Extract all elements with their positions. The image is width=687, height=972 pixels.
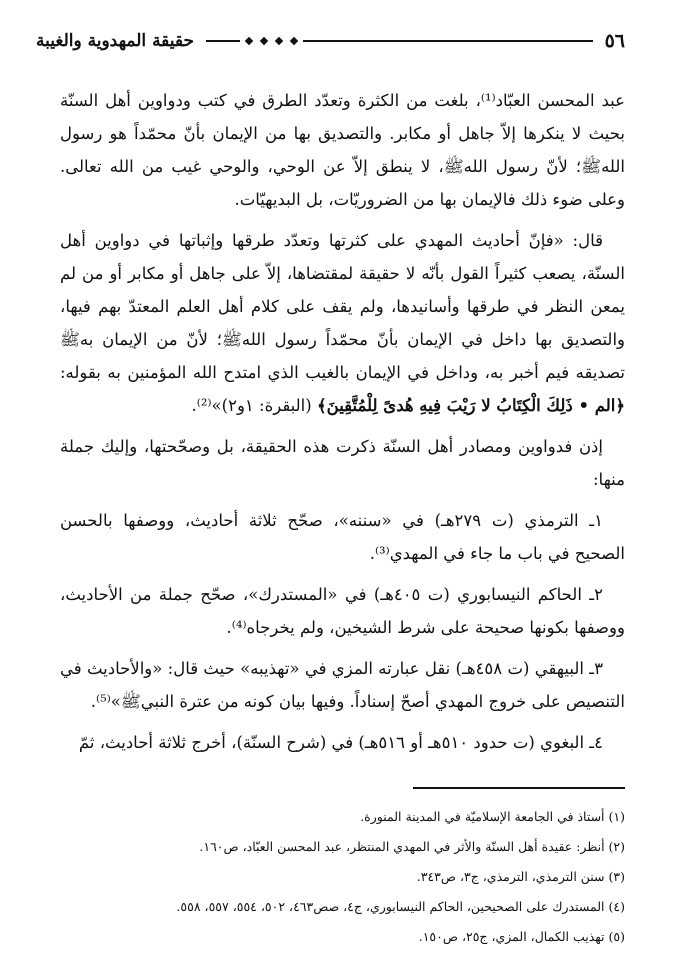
list-item-bayhaqi: ٣ـ البيهقي (ت ٤٥٨هـ) نقل عبارته المزي في «تهذيبه» حيث قال: «والأحاديث في التنصيص على خروج المهدي أصحّ إسناداً. وفيها بيان كونه من عترة النبيﷺ»⁽⁵⁾. — [60, 659, 625, 711]
running-title: حقيقة المهدوية والغيبة — [36, 31, 195, 51]
header-rule-long — [303, 40, 593, 42]
page-number: ٥٦ — [604, 30, 625, 52]
paragraph-2 — [60, 224, 625, 422]
footnote-2: (٢) أنظر: عقيدة أهل السنّة والأثر في المهدي المنتظر، عبد المحسن العبّاد، ص١٦٠. — [199, 839, 625, 854]
diamond-ornament-icon — [240, 38, 303, 44]
quran-verse: ﴿الم • ذَلِكَ الْكِتَابُ لا رَيْبَ فِيهِ هُدىً لِلْمُتَّقِينَ﴾ — [316, 396, 625, 415]
footnote-separator — [413, 787, 625, 789]
paragraph-3: إذن فدواوين ومصادر أهل السنّة ذكرت هذه الحقيقة، بل وصحّحتها، وإليك جملة منها: — [60, 437, 625, 489]
header-ornament-rule — [206, 38, 593, 44]
diamond-dot — [275, 37, 283, 45]
paragraph-2-start: قال: «فإنّ أحاديث المهدي على كثرتها وتعدّد طرقها وإثباتها في دواوين أهل السنّة، يصعب كثيراً القول بأنّه لا حقيقة لمقتضاها، إلاّ على جاهل أو مكابر أو من لم يمعن النظر في طرقها وأسانيدها، ولم يقف على كلام أهل العلم المعتدّ بهم فيها، والتصديق بها داخل في الإيمان بأنّ محمّداً رسول اللهﷺ؛ لأنّ من الإيمان بهﷺ تصديقه فيم أخبر به، وداخل في الإيمان بالغيب الذي امتدح الله المؤمنين به بقوله: — [60, 231, 625, 382]
list-item-baghawi: ٤ـ البغوي (ت حدود ٥١٠هـ أو ٥١٦هـ) في (شرح السنّة)، أخرج ثلاثة أحاديث، ثمّ — [78, 733, 603, 752]
diamond-dot — [260, 37, 268, 45]
diamond-dot — [290, 37, 298, 45]
list-item-tirmidhi: ١ـ الترمذي (ت ٢٧٩هـ) في «سننه»، صحّح ثلاثة أحاديث، ووصفها بالحسن الصحيح في باب ما جاء في المهدي⁽³⁾. — [60, 511, 625, 563]
footnote-5: (٥) تهذيب الكمال، المزي، ج٢٥، ص١٥٠. — [418, 929, 625, 944]
header-rule-short — [206, 40, 240, 42]
paragraph-2-end: (البقرة: ١و٢)»⁽²⁾. — [191, 396, 317, 415]
footnotes — [60, 802, 625, 952]
footnote-1: (١) أستاذ في الجامعة الإسلاميّة في المدينة المنورة. — [360, 809, 625, 824]
main-text — [60, 84, 625, 767]
footnote-4: (٤) المستدرك على الصحيحين، الحاكم النيسابوري، ج٤، صص٤٦٣، ٥٠٢، ٥٥٤، ٥٥٧، ٥٥٨. — [176, 899, 625, 914]
diamond-dot — [245, 37, 253, 45]
paragraph-1: عبد المحسن العبّاد⁽¹⁾، بلغت من الكثرة وتعدّد الطرق في كتب ودواوين أهل السنّة بحيث لا ينكرها إلاّ جاهل أو مكابر. والتصديق بها من الإيمان بأنّ محمّداً هو رسول اللهﷺ؛ لأنّ رسول اللهﷺ، لا ينطق إلاّ عن الوحي، والوحي غيب من الله تعالى. وعلى ضوء ذلك فالإيمان بها من الضروريّات، بل البديهيّات. — [60, 91, 625, 209]
footnote-3: (٣) سنن الترمذي، الترمذي، ج٣، ص٣٤٣. — [416, 869, 625, 884]
page-header — [36, 26, 625, 56]
list-item-hakim: ٢ـ الحاكم النيسابوري (ت ٤٠٥هـ) في «المستدرك»، صحّح جملة من الأحاديث، ووصفها بكونها صحيحة على شرط الشيخين، ولم يخرجاه⁽⁴⁾. — [60, 585, 625, 637]
